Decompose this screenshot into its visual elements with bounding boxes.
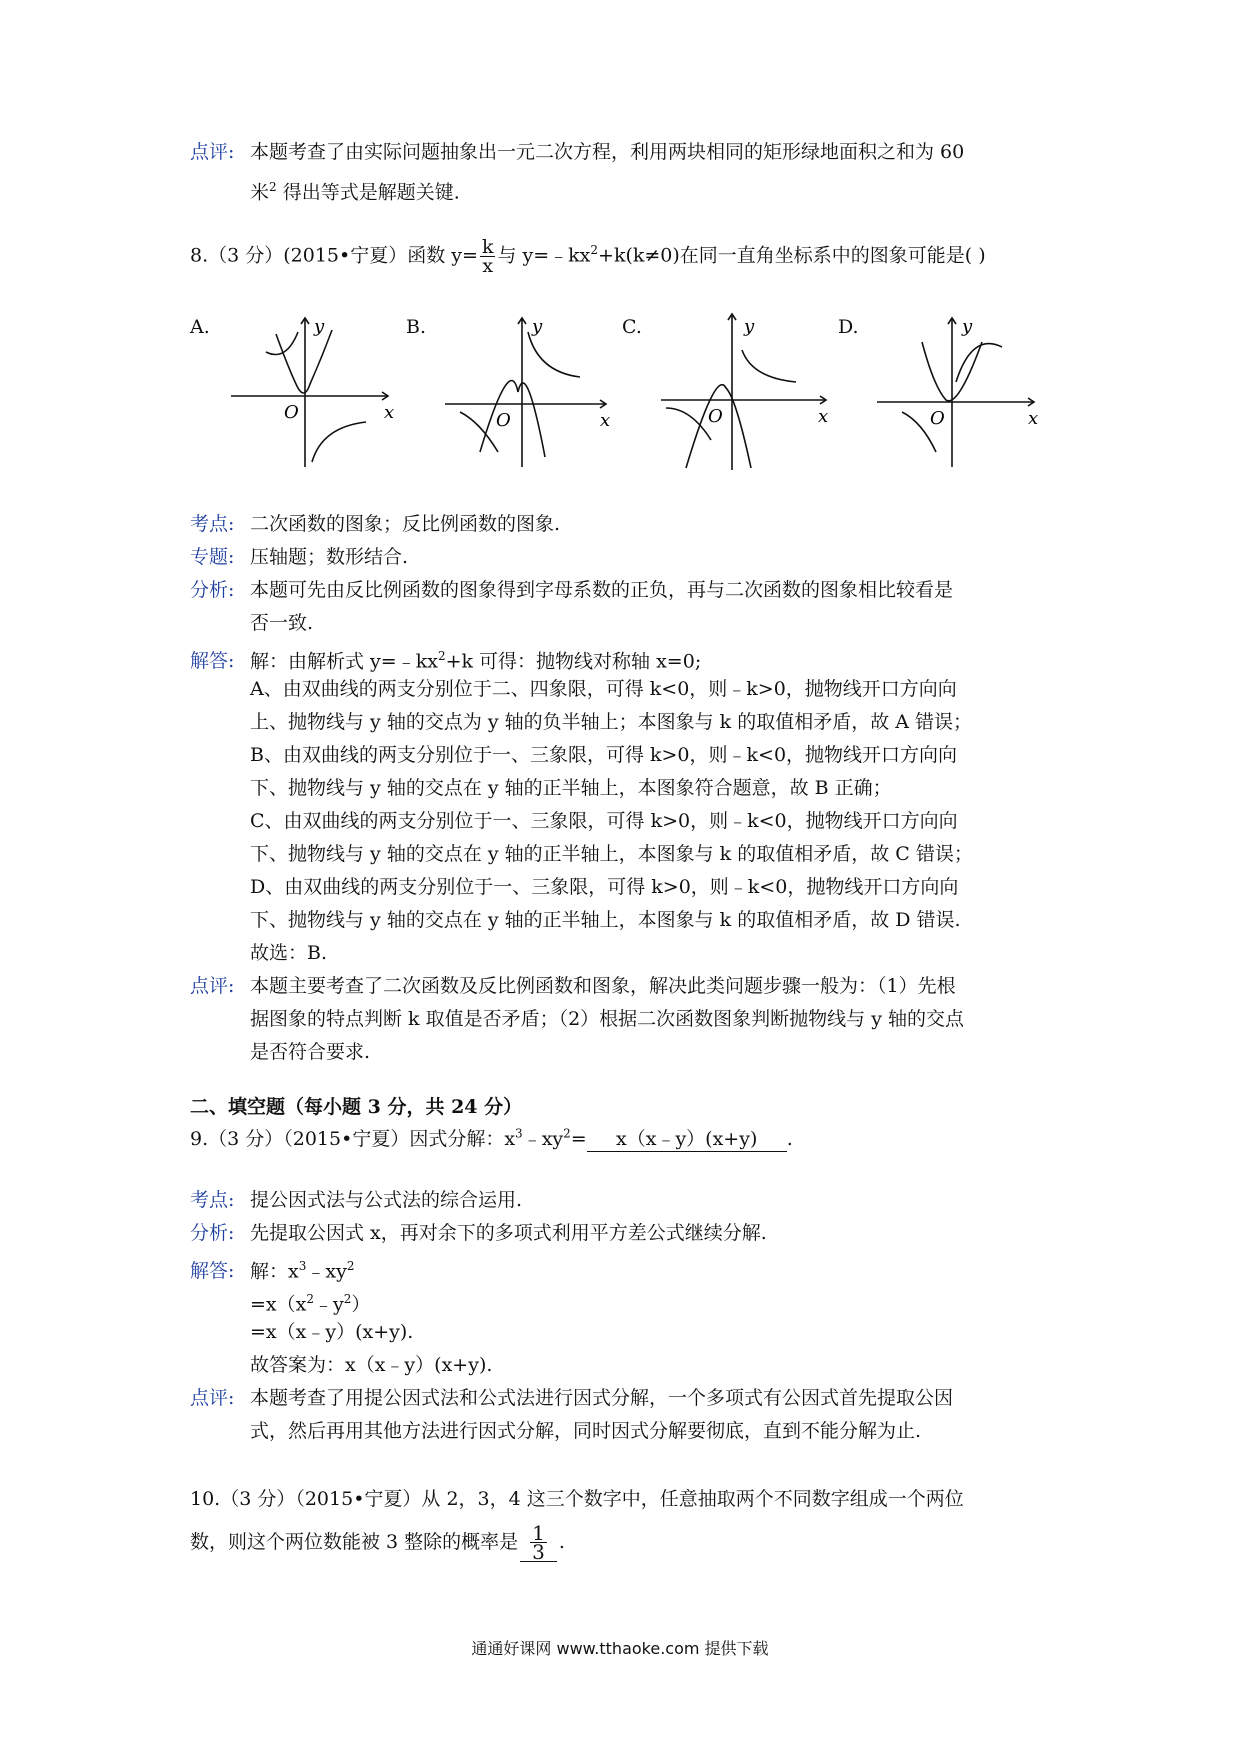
fraction-k-over-x: $\frac{k}{x}$	[481, 235, 494, 277]
question-8-stem: 8.（3 分）(2015•宁夏）函数 y= $\frac{k}{x}$ 与 $y=﹣kx^2+k(k\ne 0)$在同一直角坐标系中的图象可能是( )	[190, 235, 986, 277]
prev-comment	[190, 136, 1060, 169]
option-d-label: D.	[838, 316, 859, 338]
q9-step: =x（x﹣y）(x+y).	[250, 1321, 414, 1343]
q8-dianping-line: 是否符合要求.	[250, 1041, 371, 1063]
question-9-stem: 9.（3 分）（2015•宁夏）因式分解：$x^3﹣xy^2=$ x（x﹣y）(x+y) .	[190, 1124, 793, 1152]
graph-option-c	[656, 308, 846, 473]
q8-answer-choice: 故选：B.	[250, 942, 328, 964]
q10-answer-blank: $\frac{1}{3}$	[520, 1524, 557, 1562]
q9-dianping-line: 式，然后再用其他方法进行因式分解，同时因式分解要彻底，直到不能分解为止.	[250, 1420, 922, 1442]
q9-kaodian: 考点: 提公因式法与公式法的综合运用.	[190, 1189, 523, 1211]
question-10-stem: 10.（3 分）（2015•宁夏）从 2，3，4 这三个数字中，任意抽取两个不同数字组成一个两位	[190, 1488, 964, 1510]
q8-jieda-line: 下、抛物线与 y 轴的交点在 y 轴的正半轴上，本图象符合题意，故 B 正确；	[250, 777, 892, 799]
question-10-stem-cont: 数，则这个两位数能被 3 整除的概率是 $\frac{1}{3}$ .	[190, 1521, 565, 1564]
svg-text:x: x	[1028, 408, 1039, 429]
q8-jieda-line: D、由双曲线的两支分别位于一、三象限，可得 k>0，则﹣k<0，抛物线开口方向向	[250, 876, 959, 898]
svg-text:y: y	[962, 316, 973, 337]
q8-fenxi-cont: 否一致.	[250, 612, 314, 634]
q8-dianping: 点评: 本题主要考查了二次函数及反比例函数和图象，解决此类问题步骤一般为：（1）先根	[190, 975, 956, 997]
option-c-label: C.	[622, 316, 642, 338]
option-a-label: A.	[190, 316, 210, 338]
q9-fenxi: 分析: 先提取公因式 x，再对余下的多项式利用平方差公式继续分解.	[190, 1222, 767, 1244]
comment-label: 点评:	[190, 141, 235, 163]
option-b-label: B.	[406, 316, 427, 338]
svg-text:x: x	[384, 402, 395, 423]
svg-text:x: x	[600, 410, 611, 431]
footer-credit: 通通好课网 www.tthaoke.com 提供下载	[471, 1639, 769, 1658]
svg-text:O: O	[708, 406, 723, 427]
graph-option-b	[440, 312, 620, 472]
q9-final-answer: 故答案为：x（x﹣y）(x+y).	[250, 1354, 493, 1376]
svg-text:y: y	[314, 316, 325, 337]
q8-jieda-line: 下、抛物线与 y 轴的交点在 y 轴的正半轴上，本图象与 k 的取值相矛盾，故 D 错误.	[250, 909, 961, 931]
q8-jieda-line: B、由双曲线的两支分别位于一、三象限，可得 k>0，则﹣k<0，抛物线开口方向向	[250, 744, 958, 766]
q9-jieda: 解答: 解：$x^3﹣xy^2$	[190, 1259, 355, 1283]
svg-text:O: O	[496, 410, 511, 431]
prev-comment-line2: 米$^2$ 得出等式是解题关键.	[250, 180, 460, 204]
svg-text:x: x	[818, 406, 829, 427]
comment-text: 本题考查了由实际问题抽象出一元二次方程，利用两块相同的矩形绿地面积之和为 60	[250, 141, 965, 163]
q9-step: $=x(x^2﹣y^2)$	[250, 1292, 371, 1316]
q9-dianping: 点评: 本题考查了用提公因式法和公式法进行因式分解，一个多项式有公因式首先提取公因	[190, 1387, 954, 1409]
q8-dianping-line: 据图象的特点判断 k 取值是否矛盾；（2）根据二次函数图象判断抛物线与 y 轴的交点	[250, 1008, 964, 1030]
q8-jieda-line: 上、抛物线与 y 轴的交点为 y 轴的负半轴上；本图象与 k 的取值相矛盾，故 A 错误；	[250, 711, 973, 733]
q8-jieda: 解答: 解：由解析式 $y=﹣kx^2+k$ 可得：抛物线对称轴 x=0;	[190, 649, 702, 673]
graph-option-d	[872, 312, 1052, 472]
q9-answer-blank: x（x﹣y）(x+y)	[587, 1124, 787, 1152]
q8-zhuanti: 专题: 压轴题；数形结合.	[190, 546, 409, 568]
svg-text:y: y	[744, 316, 755, 337]
svg-text:y: y	[532, 316, 543, 337]
q8-jieda-line: A、由双曲线的两支分别位于二、四象限，可得 k<0，则﹣k>0，抛物线开口方向向	[250, 678, 957, 700]
graph-option-a	[226, 312, 406, 472]
q8-fenxi: 分析: 本题可先由反比例函数的图象得到字母系数的正负，再与二次函数的图象相比较看是	[190, 579, 954, 601]
q8-jieda-line: C、由双曲线的两支分别位于一、三象限，可得 k>0，则﹣k<0，抛物线开口方向向	[250, 810, 958, 832]
section-heading: 二、填空题（每小题 3 分，共 24 分）	[190, 1096, 523, 1118]
svg-text:O: O	[930, 408, 945, 429]
q8-jieda-line: 下、抛物线与 y 轴的交点在 y 轴的正半轴上，本图象与 k 的取值相矛盾，故 C 错误；	[250, 843, 973, 865]
svg-text:O: O	[284, 402, 299, 423]
q8-kaodian: 考点: 二次函数的图象；反比例函数的图象.	[190, 513, 561, 535]
